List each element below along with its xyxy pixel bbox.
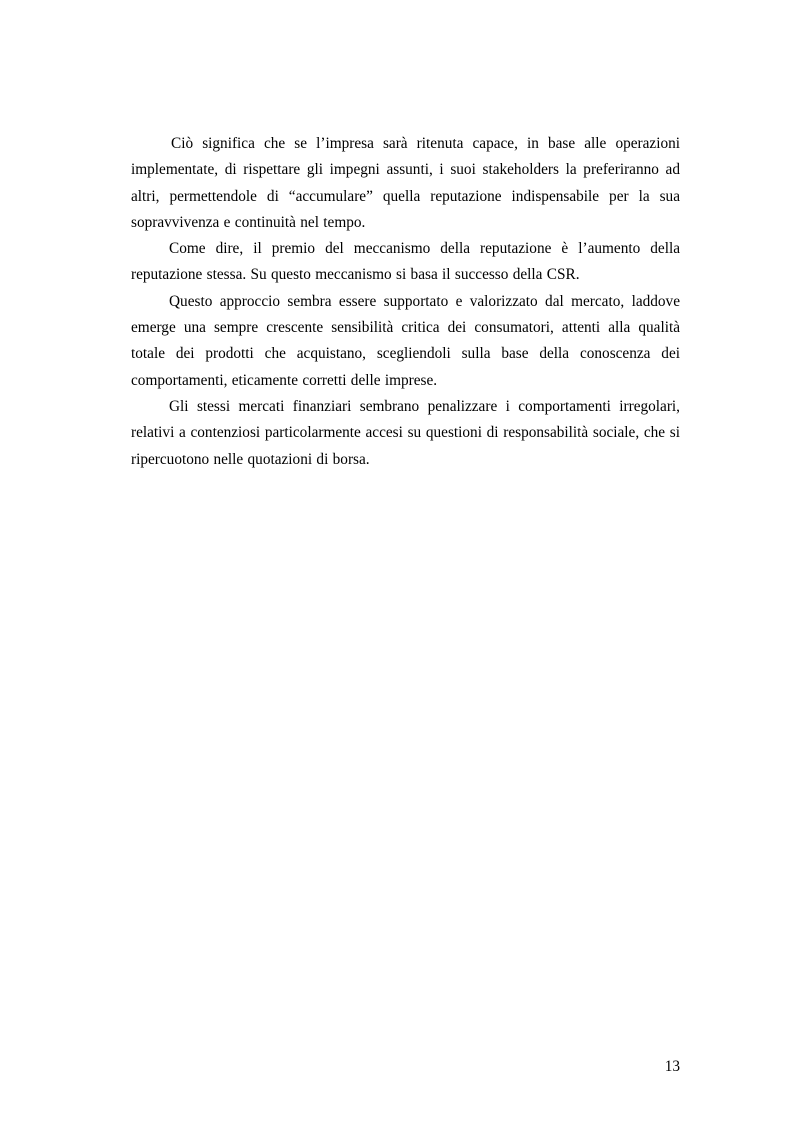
page-number: 13 bbox=[664, 1058, 680, 1075]
paragraph-3: Questo approccio sembra essere supportato e valorizzato dal mercato, laddove emerge una sempre crescente sensibilità critica dei consumatori, attenti alla qualità totale dei prodotti che acquistano, scegliendoli sulla base della conoscenza dei comportamenti, eticamente corretti delle imprese. bbox=[131, 292, 680, 389]
paragraph-1: Ciò significa che se l’impresa sarà ritenuta capace, in base alle operazioni implementate, di rispettare gli impegni assunti, i suoi stakeholders la preferiranno ad altri, permettendole di “accumulare” quella reputazione indispensabile per la sua sopravvivenza e continuità nel tempo. bbox=[131, 135, 680, 231]
paragraph-2: Come dire, il premio del meccanismo della reputazione è l’aumento della reputazione stessa. Su questo meccanismo si basa il successo della CSR. bbox=[131, 240, 680, 284]
paragraph-4: Gli stessi mercati finanziari sembrano penalizzare i comportamenti irregolari, relativi a contenziosi particolarmente accesi su questioni di responsabilità sociale, che si ripercuotono nelle quotazioni di borsa. bbox=[131, 397, 680, 468]
body-text bbox=[131, 131, 680, 473]
